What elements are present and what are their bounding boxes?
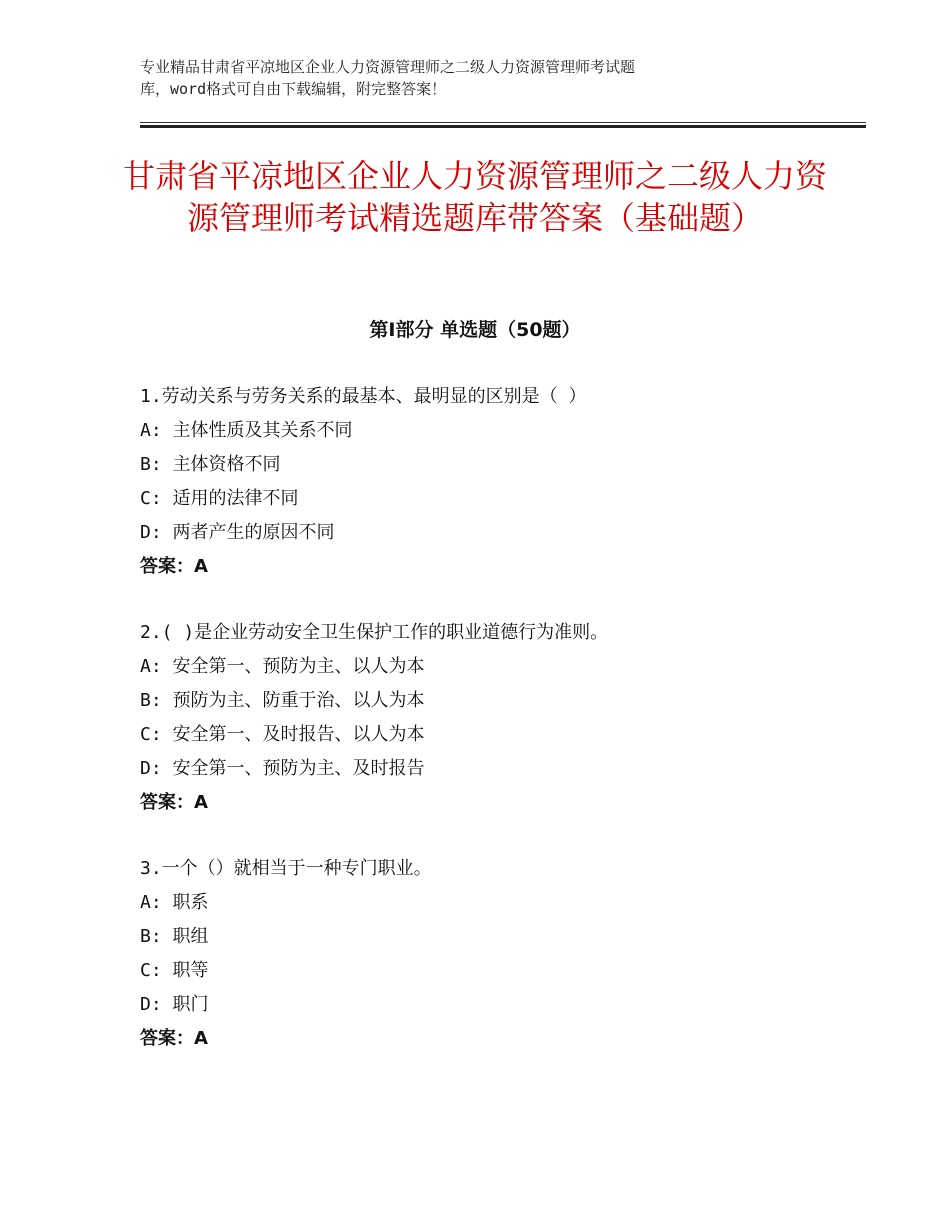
answer-line: 答案：A — [140, 792, 208, 813]
option-a: A: 主体性质及其关系不同 — [140, 420, 353, 441]
question-item — [140, 852, 860, 1056]
section-title: 第Ⅰ部分 单选题（50题） — [369, 319, 581, 341]
header-note — [140, 56, 780, 100]
option-d: D: 两者产生的原因不同 — [140, 522, 335, 543]
option-a: A: 职系 — [140, 892, 209, 913]
answer-line: 答案：A — [140, 1028, 208, 1049]
question-item — [140, 380, 860, 584]
question-stem: 1.劳动关系与劳务关系的最基本、最明显的区别是（ ） — [140, 386, 587, 407]
option-c: C: 安全第一、及时报告、以人为本 — [140, 724, 425, 745]
question-stem: 2.( )是企业劳动安全卫生保护工作的职业道德行为准则。 — [140, 622, 609, 643]
option-c: C: 适用的法律不同 — [140, 488, 299, 509]
option-b: B: 主体资格不同 — [140, 454, 281, 475]
header-divider-thick — [140, 125, 866, 128]
option-b: B: 预防为主、防重于治、以人为本 — [140, 690, 425, 711]
option-c: C: 职等 — [140, 960, 209, 981]
header-note-line2: 库，word格式可自由下载编辑，附完整答案！ — [140, 80, 447, 98]
option-b: B: 职组 — [140, 926, 209, 947]
option-d: D: 职门 — [140, 994, 209, 1015]
option-a: A: 安全第一、预防为主、以人为本 — [140, 656, 425, 677]
question-stem: 3.一个（）就相当于一种专门职业。 — [140, 858, 432, 879]
header-note-line1: 专业精品甘肃省平凉地区企业人力资源管理师之二级人力资源管理师考试题 — [140, 58, 636, 76]
question-list — [140, 380, 860, 1088]
document-title: 甘肃省平凉地区企业人力资源管理师之二级人力资源管理师考试精选题库带答案（基础题） — [122, 157, 827, 237]
option-d: D: 安全第一、预防为主、及时报告 — [140, 758, 425, 779]
header-divider-thin — [140, 122, 866, 123]
question-item — [140, 616, 860, 820]
answer-line: 答案：A — [140, 556, 208, 577]
